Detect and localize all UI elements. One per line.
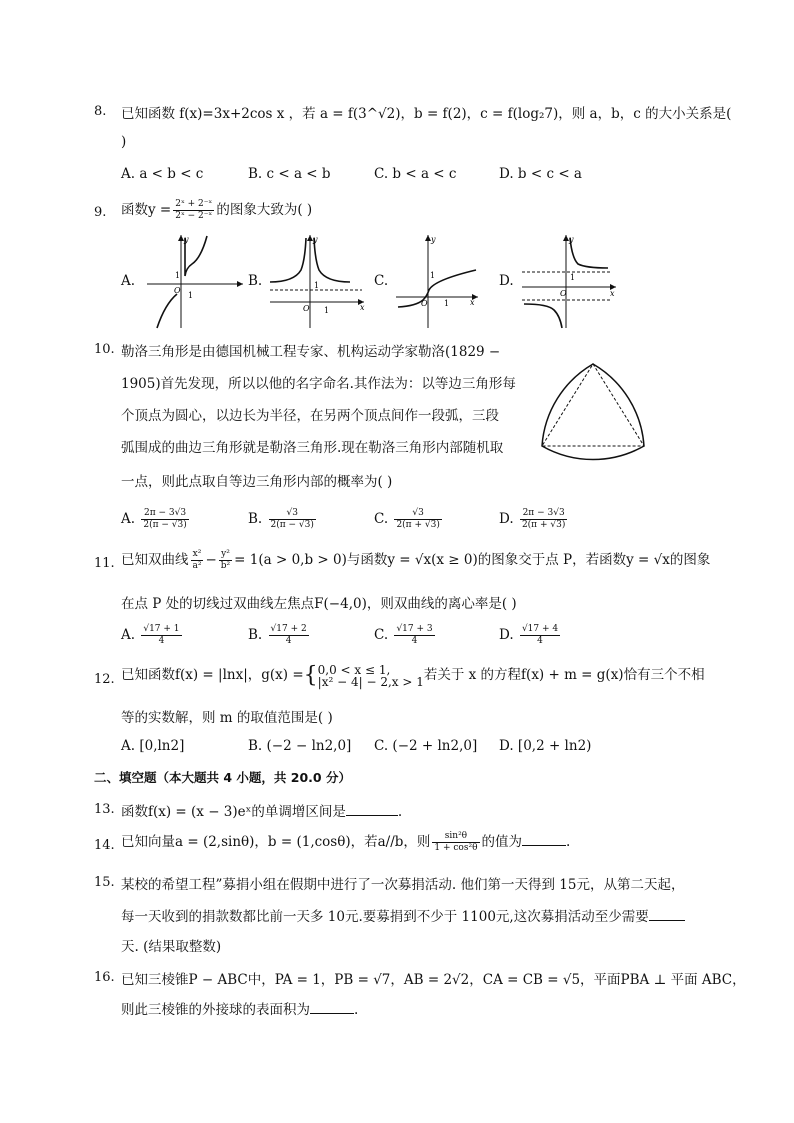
q11-option-d: D. $\frac{√17 + 4}{4}$: [499, 624, 559, 646]
q12-option-d: D. [0,2 + ln2): [499, 738, 592, 754]
svg-text:1: 1: [314, 281, 320, 290]
question-11-number: 11.: [94, 556, 115, 571]
question-8-number: 8.: [94, 104, 107, 119]
question-13-number: 13.: [94, 802, 115, 817]
svg-text:y: y: [431, 235, 436, 244]
q9-a-one: 1: [188, 291, 194, 300]
q9-graph-a: [143, 232, 245, 330]
svg-text:y: y: [569, 235, 574, 244]
svg-text:O: O: [303, 304, 310, 313]
svg-text:1: 1: [175, 271, 181, 280]
question-8-stem: 已知函数 f(x)=3x+2cos x ，若 a = f(3^√2)，b = f(2)，c = f(log₂7)，则 a，b，c 的大小关系是(: [121, 106, 732, 122]
svg-text:1: 1: [444, 299, 450, 308]
q10-option-c: C. $\frac{√3}{2(\pi + √3)}$: [374, 508, 440, 530]
q12-line-2: 等的实数解，则 m 的取值范围是( ): [121, 710, 333, 726]
section-2-heading: 二、填空题（本大题共 4 小题，共 20.0 分）: [94, 770, 351, 785]
q12-option-b: B. (−2 − ln2,0]: [248, 738, 352, 754]
svg-text:1: 1: [324, 306, 330, 315]
q13-answer-blank: [346, 815, 398, 816]
question-10-number: 10.: [94, 342, 115, 357]
q11-option-b: B. $\frac{√17 + 2}{4}$: [248, 624, 307, 646]
q8-option-b: B. c < a < b: [248, 166, 331, 182]
svg-text:O: O: [421, 299, 428, 308]
q9-graph-b: [266, 232, 368, 330]
question-12-number: 12.: [94, 672, 115, 687]
q15-line-2: 每一天收到的捐款数都比前一天多 10元.要募捐到不少于 1100元,这次募捐活动至少需要: [121, 905, 685, 925]
q10-line-1: 勒洛三角形是由德国机械工程专家、机构运动学家勒洛(1829 −: [121, 344, 501, 360]
q9-fraction: $\frac{\text{2ˣ + 2⁻ˣ}}{\text{2ˣ − 2⁻ˣ}}$: [175, 199, 213, 221]
q9-label-d: D.: [499, 273, 514, 289]
q10-line-5: 一点，则此点取自等边三角形内部的概率为( ): [121, 474, 393, 490]
q16-line-1: 已知三棱锥P − ABC中，PA = 1，PB = √7，AB = 2√2，CA = CB = √5，平面PBA ⊥ 平面 ABC，: [121, 972, 746, 988]
q12-option-a: A. [0,ln2]: [121, 738, 185, 754]
svg-text:O: O: [560, 289, 567, 298]
question-14-number: 14.: [94, 838, 115, 853]
q10-line-3: 个顶点为圆心，以边长为半径，在另两个顶点间作一段弧，三段: [121, 408, 499, 424]
svg-text:y: y: [313, 235, 318, 244]
q12-line-1: 已知函数f(x) = |lnx|，g(x) ={ 0,0 < x ≤ 1, |x² − 4| − 2,x > 1 若关于 x 的方程f(x) + m = g(x)恰有三个不相: [121, 662, 705, 689]
svg-text:1: 1: [570, 273, 576, 282]
q9-a-origin: O: [174, 286, 181, 295]
q10-option-a: A. $\frac{2\pi - 3√3}{2(\pi - √3)}$: [121, 508, 187, 530]
q9-a-y-label: y: [184, 235, 189, 244]
question-15-number: 15.: [94, 875, 115, 890]
svg-text:x: x: [360, 303, 365, 312]
q10-option-b: B. $\frac{√3}{2(\pi - √3)}$: [248, 508, 314, 530]
q8-option-c: C. b < a < c: [374, 166, 457, 182]
q8-option-a: A. a < b < c: [121, 166, 204, 182]
q11-line-1: 已知双曲线 $\frac{\text{x²}}{\text{a²}}$ − $\frac{\text{y²}}{\text{b²}}$ = 1(a > 0,b > 0)与函数y = √x(x ≥ 0)的图象交于点 P，若函数y = √x的图象: [121, 549, 711, 571]
q16-answer-blank: [310, 1013, 354, 1014]
svg-text:x: x: [470, 298, 475, 307]
question-8-stem-close: ): [121, 134, 127, 150]
q12-option-c: C. (−2 + ln2,0]: [374, 738, 478, 754]
question-9-stem: 函数y = $\frac{\text{2ˣ + 2⁻ˣ}}{\text{2ˣ − 2⁻ˣ}}$ 的图象大致为( ): [121, 199, 313, 221]
q15-line-1: 某校的希望工程”募捐小组在假期中进行了一次募捐活动. 他们第一天得到 15元，从第二天起，: [121, 877, 685, 893]
q9-graph-d: [520, 232, 618, 330]
q13-stem: 函数f(x) = (x − 3)eˣ的单调增区间是 .: [121, 804, 403, 820]
q15-answer-blank: [649, 920, 685, 921]
q8-option-d: D. b < c < a: [499, 166, 582, 182]
q14-answer-blank: [522, 845, 566, 846]
question-9-number: 9.: [94, 205, 107, 220]
reuleaux-triangle-figure: [536, 358, 652, 462]
q9-label-b: B.: [248, 273, 263, 289]
svg-text:x: x: [610, 289, 615, 298]
q9-graph-c: [394, 232, 480, 330]
question-16-number: 16.: [94, 970, 115, 985]
q11-line-2: 在点 P 处的切线过双曲线左焦点F(−4,0)，则双曲线的离心率是( ): [121, 596, 517, 612]
q9-label-a: A.: [121, 273, 136, 289]
q10-line-2: 1905)首先发现，所以以他的名字命名.其作法为：以等边三角形每: [121, 376, 516, 392]
q10-option-d: D. $\frac{2\pi - 3√3}{2(\pi + √3)}$: [499, 508, 566, 530]
q9-label-c: C.: [374, 273, 389, 289]
svg-text:1: 1: [430, 271, 436, 280]
q10-line-4: 弧围成的曲边三角形就是勒洛三角形.现在勒洛三角形内部随机取: [121, 440, 504, 456]
q15-line-3: 天. (结果取整数): [121, 939, 222, 955]
q16-line-2: 则此三棱锥的外接球的表面积为 .: [121, 1002, 359, 1018]
q11-option-c: C. $\frac{√17 + 3}{4}$: [374, 624, 433, 646]
q14-stem: 已知向量a = (2,sinθ)，b = (1,cosθ)，若a//b，则 $\frac{\text{sin²θ}}{\text{1 + cos²θ}}$ 的值为 .: [121, 831, 571, 853]
q11-option-a: A. $\frac{√17 + 1}{4}$: [121, 624, 180, 646]
